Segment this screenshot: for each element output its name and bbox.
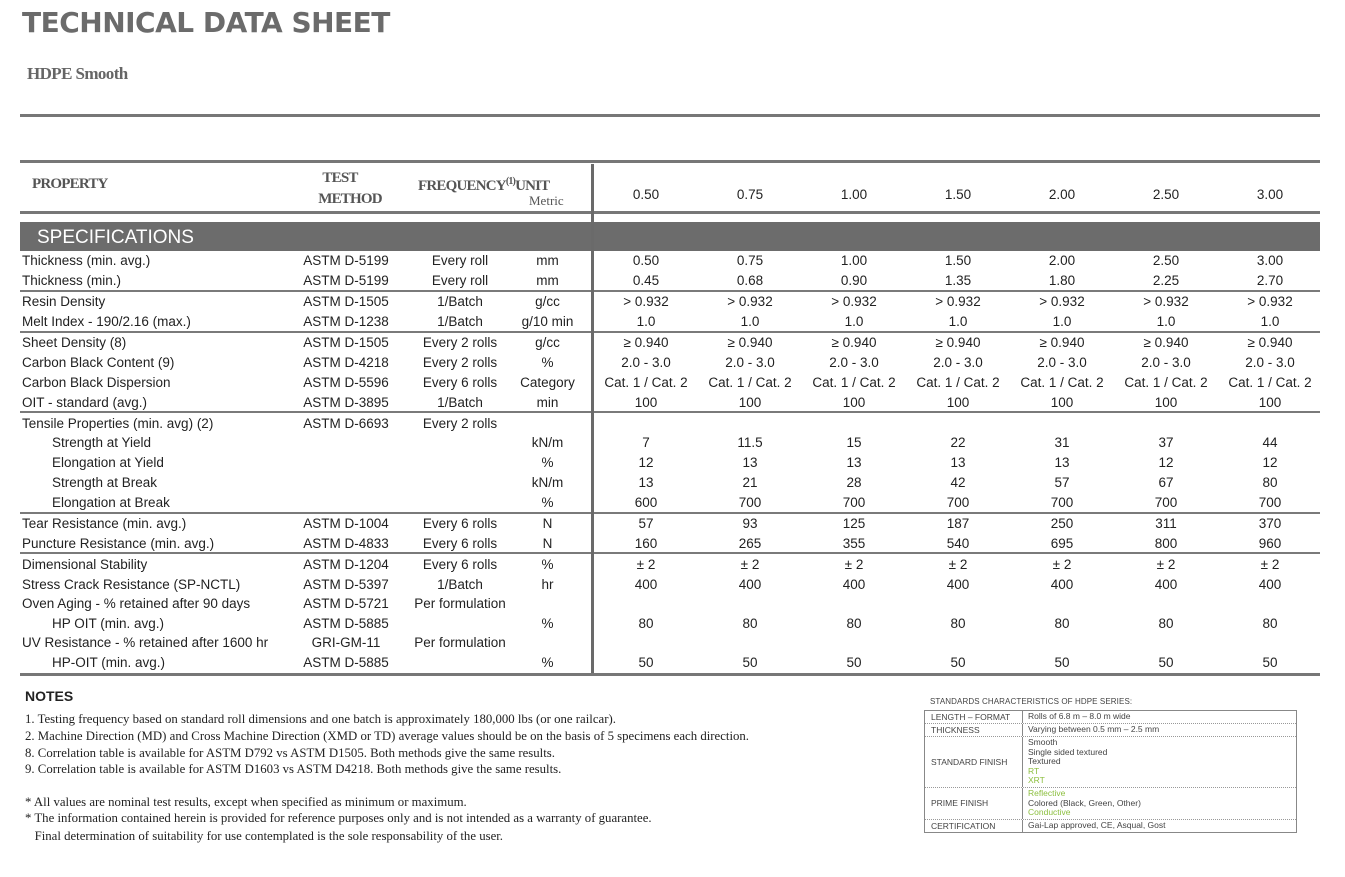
frequency: 1/Batch: [437, 314, 483, 329]
value-cell: 3.00: [1256, 253, 1284, 268]
test-method: ASTM D-3895: [303, 395, 389, 410]
product-subtitle: HDPE Smooth: [27, 64, 128, 83]
table-row: [20, 493, 1320, 513]
value-cell: 250: [1050, 516, 1074, 531]
row-group-divider: [20, 512, 1320, 514]
standards-line: Rolls of 6.8 m – 8.0 m wide: [1028, 711, 1131, 721]
frequency: Every 6 rolls: [422, 516, 498, 531]
value-cell: 2.0 - 3.0: [1141, 355, 1191, 370]
standards-row: [925, 819, 1296, 832]
value-cell: 400: [738, 577, 762, 592]
value-cell: > 0.932: [727, 294, 773, 309]
header-size: 0.50: [632, 187, 660, 202]
value-cell: 700: [1050, 495, 1074, 510]
frequency: Every 2 rolls: [422, 416, 498, 431]
standards-key: PRIME FINISH: [925, 788, 1023, 819]
value-cell: 80: [950, 616, 966, 631]
value-cell: 400: [842, 577, 866, 592]
table-row: [20, 575, 1320, 595]
value-cell: 80: [846, 616, 862, 631]
value-cell: 400: [1154, 577, 1178, 592]
value-cell: 37: [1158, 435, 1174, 450]
value-cell: 1.0: [1052, 314, 1072, 329]
value-cell: 187: [946, 516, 970, 531]
title-divider: [20, 114, 1320, 117]
footnote-item: Final determination of suitability for use contemplated is the sole responsability of the user.: [25, 829, 504, 843]
standards-row: [925, 723, 1296, 736]
table-row: [20, 614, 1320, 634]
value-cell: Cat. 1 / Cat. 2: [1124, 375, 1208, 390]
value-cell: 1.0: [740, 314, 760, 329]
value-cell: Cat. 1 / Cat. 2: [1020, 375, 1104, 390]
table-row: [20, 333, 1320, 353]
row-group-divider: [20, 290, 1320, 292]
table-row: [20, 453, 1320, 473]
column-divider: [591, 164, 594, 675]
test-method: ASTM D-5596: [303, 375, 389, 390]
table-row: [20, 633, 1320, 653]
value-cell: ≥ 0.940: [1143, 335, 1189, 350]
note-item: 1. Testing frequency based on standard roll dimensions and one batch is approximately 180,000 lbs (or one railcar).: [25, 712, 616, 726]
value-cell: 12: [1158, 455, 1174, 470]
value-cell: 93: [742, 516, 758, 531]
unit: g/10 min: [521, 314, 574, 329]
value-cell: 80: [638, 616, 654, 631]
value-cell: 700: [1258, 495, 1282, 510]
frequency: 1/Batch: [437, 294, 483, 309]
value-cell: 2.00: [1048, 253, 1076, 268]
header-property: PROPERTY: [32, 176, 108, 192]
header-unit-metric: Metric: [529, 193, 564, 208]
unit: N: [542, 536, 553, 551]
value-cell: 50: [1262, 655, 1278, 670]
test-method: ASTM D-1238: [303, 314, 389, 329]
value-cell: 311: [1155, 516, 1177, 531]
standards-value: [1023, 724, 1296, 736]
value-cell: 1.0: [844, 314, 864, 329]
value-cell: 2.0 - 3.0: [725, 355, 775, 370]
standards-line: Smooth: [1028, 737, 1058, 747]
value-cell: 100: [634, 395, 658, 410]
standards-line: RT: [1028, 765, 1040, 776]
value-cell: ± 2: [740, 557, 760, 572]
property-name: Resin Density: [22, 294, 106, 309]
footnote-item: * All values are nominal test results, except when specified as minimum or maximum.: [25, 795, 467, 809]
value-cell: 1.0: [1260, 314, 1280, 329]
standards-line: Varying between 0.5 mm – 2.5 mm: [1028, 724, 1160, 734]
property-name: Thickness (min. avg.): [22, 253, 151, 268]
test-method: ASTM D-6693: [303, 416, 389, 431]
table-row: [20, 414, 1320, 434]
value-cell: > 0.932: [623, 294, 669, 309]
value-cell: 67: [1158, 475, 1174, 490]
value-cell: ≥ 0.940: [935, 335, 981, 350]
value-cell: 2.0 - 3.0: [829, 355, 879, 370]
header-frequency-label: FREQUENCY: [418, 178, 506, 194]
test-method: ASTM D-1004: [303, 516, 389, 531]
value-cell: 50: [950, 655, 966, 670]
value-cell: 80: [742, 616, 758, 631]
value-cell: 700: [842, 495, 866, 510]
unit: %: [541, 495, 554, 510]
header-unit: UNIT: [515, 178, 550, 194]
frequency: Per formulation: [414, 596, 506, 611]
standards-line: Reflective: [1028, 787, 1066, 798]
value-cell: 50: [1158, 655, 1174, 670]
value-cell: 400: [634, 577, 658, 592]
unit: mm: [536, 253, 559, 268]
property-name: HP-OIT (min. avg.): [52, 655, 166, 670]
header-size: 2.00: [1048, 187, 1076, 202]
unit: %: [541, 655, 554, 670]
value-cell: 100: [738, 395, 762, 410]
unit: Category: [520, 375, 575, 390]
test-method: ASTM D-5199: [303, 273, 389, 288]
header-size: 1.50: [944, 187, 972, 202]
frequency: Every 2 rolls: [422, 335, 498, 350]
unit: g/cc: [535, 294, 560, 309]
value-cell: 400: [946, 577, 970, 592]
table-row: [20, 353, 1320, 373]
value-cell: 700: [1154, 495, 1178, 510]
value-cell: 265: [738, 536, 762, 551]
value-cell: 0.90: [840, 273, 868, 288]
value-cell: Cat. 1 / Cat. 2: [708, 375, 792, 390]
value-cell: 13: [742, 455, 758, 470]
property-name: Puncture Resistance (min. avg.): [22, 536, 215, 551]
value-cell: 80: [1158, 616, 1174, 631]
property-name: Tear Resistance (min. avg.): [22, 516, 187, 531]
table-top-rule: [20, 160, 1320, 163]
property-name: Oven Aging - % retained after 90 days: [22, 596, 251, 611]
value-cell: 15: [846, 435, 862, 450]
value-cell: 13: [846, 455, 862, 470]
header-method: METHOD: [318, 191, 382, 207]
value-cell: 700: [946, 495, 970, 510]
unit: N: [542, 516, 553, 531]
table-row: [20, 473, 1320, 493]
value-cell: Cat. 1 / Cat. 2: [916, 375, 1000, 390]
standards-table: [924, 710, 1297, 833]
header-bottom-rule: [20, 211, 1320, 214]
unit: %: [541, 455, 554, 470]
standards-row: [925, 787, 1296, 819]
table-row: [20, 514, 1320, 534]
value-cell: 1.50: [944, 253, 972, 268]
test-method: ASTM D-1505: [303, 335, 389, 350]
table-row: [20, 433, 1320, 453]
value-cell: 11.5: [737, 435, 763, 450]
unit: g/cc: [535, 335, 560, 350]
value-cell: > 0.932: [1143, 294, 1189, 309]
value-cell: ± 2: [1156, 557, 1176, 572]
value-cell: 2.25: [1152, 273, 1180, 288]
header-size: 0.75: [736, 187, 764, 202]
table-row: [20, 292, 1320, 312]
unit: kN/m: [531, 475, 564, 490]
test-method: ASTM D-4833: [303, 536, 389, 551]
value-cell: 100: [1258, 395, 1282, 410]
standards-row: [925, 736, 1296, 787]
value-cell: 2.0 - 3.0: [621, 355, 671, 370]
frequency: 1/Batch: [437, 577, 483, 592]
standards-key: STANDARD FINISH: [925, 737, 1023, 787]
property-name: UV Resistance - % retained after 1600 hr: [22, 635, 269, 650]
value-cell: ≥ 0.940: [1039, 335, 1085, 350]
value-cell: ± 2: [1052, 557, 1072, 572]
value-cell: 800: [1154, 536, 1178, 551]
value-cell: > 0.932: [935, 294, 981, 309]
table-row: [20, 271, 1320, 291]
value-cell: 13: [950, 455, 966, 470]
property-name: Elongation at Yield: [52, 455, 164, 470]
table-row: [20, 594, 1320, 614]
frequency: Every roll: [431, 273, 489, 288]
value-cell: 13: [638, 475, 654, 490]
unit: mm: [536, 273, 559, 288]
header-frequency-sup: (1): [505, 176, 516, 187]
value-cell: 1.0: [948, 314, 968, 329]
frequency: Every 6 rolls: [422, 536, 498, 551]
value-cell: 0.75: [736, 253, 764, 268]
value-cell: 960: [1258, 536, 1282, 551]
test-method: ASTM D-1505: [303, 294, 389, 309]
value-cell: 400: [1258, 577, 1282, 592]
value-cell: ± 2: [948, 557, 968, 572]
value-cell: 125: [842, 516, 866, 531]
table-row: [20, 251, 1320, 271]
value-cell: > 0.932: [831, 294, 877, 309]
standards-value: [1023, 788, 1296, 819]
row-group-divider: [20, 411, 1320, 413]
standards-line: Gai-Lap approved, CE, Asqual, Gost: [1028, 819, 1166, 830]
row-group-divider: [20, 552, 1320, 554]
test-method: ASTM D-5885: [303, 616, 389, 631]
value-cell: 540: [946, 536, 970, 551]
value-cell: 1.35: [944, 273, 972, 288]
standards-line: Conductive: [1028, 807, 1071, 818]
table-bottom-rule: [20, 673, 1320, 676]
value-cell: 700: [738, 495, 762, 510]
property-name: HP OIT (min. avg.): [52, 616, 165, 631]
property-name: Stress Crack Resistance (SP-NCTL): [22, 577, 241, 592]
value-cell: 80: [1262, 616, 1278, 631]
value-cell: 100: [1050, 395, 1074, 410]
value-cell: ± 2: [1260, 557, 1280, 572]
value-cell: Cat. 1 / Cat. 2: [1228, 375, 1312, 390]
value-cell: ≥ 0.940: [831, 335, 877, 350]
value-cell: ± 2: [636, 557, 656, 572]
property-name: OIT - standard (avg.): [22, 395, 148, 410]
unit: min: [536, 395, 559, 410]
value-cell: 50: [742, 655, 758, 670]
header-test: TEST: [322, 170, 358, 186]
property-name: Thickness (min.): [22, 273, 122, 288]
value-cell: 2.0 - 3.0: [933, 355, 983, 370]
table-row: [20, 534, 1320, 554]
value-cell: > 0.932: [1039, 294, 1085, 309]
header-size: 3.00: [1256, 187, 1284, 202]
test-method: ASTM D-5885: [303, 655, 389, 670]
value-cell: 80: [1054, 616, 1070, 631]
value-cell: ± 2: [844, 557, 864, 572]
table-row: [20, 393, 1320, 413]
property-name: Dimensional Stability: [22, 557, 148, 572]
value-cell: 695: [1050, 536, 1074, 551]
value-cell: 42: [950, 475, 966, 490]
test-method: ASTM D-5397: [303, 577, 389, 592]
value-cell: > 0.932: [1247, 294, 1293, 309]
property-name: Carbon Black Content (9): [22, 355, 175, 370]
specifications-bar: [20, 222, 1320, 251]
value-cell: 160: [634, 536, 658, 551]
value-cell: 100: [842, 395, 866, 410]
frequency: Every roll: [431, 253, 489, 268]
value-cell: 2.50: [1152, 253, 1180, 268]
table-row: [20, 373, 1320, 393]
value-cell: 57: [638, 516, 654, 531]
unit: %: [541, 355, 554, 370]
frequency: Per formulation: [414, 635, 506, 650]
value-cell: 12: [1262, 455, 1278, 470]
unit: kN/m: [531, 435, 564, 450]
standards-caption: STANDARDS CHARACTERISTICS OF HDPE SERIES:: [930, 697, 1133, 706]
value-cell: 2.0 - 3.0: [1245, 355, 1295, 370]
value-cell: 0.68: [736, 273, 764, 288]
notes-heading: NOTES: [25, 688, 74, 704]
value-cell: 13: [1054, 455, 1070, 470]
standards-row: [925, 711, 1296, 723]
value-cell: 2.70: [1256, 273, 1284, 288]
note-item: 2. Machine Direction (MD) and Cross Machine Direction (XMD or TD) average values should be on the basis of 5 specimens each direction.: [25, 729, 750, 743]
value-cell: 7: [642, 435, 650, 450]
property-name: Elongation at Break: [52, 495, 170, 510]
value-cell: ≥ 0.940: [727, 335, 773, 350]
unit: %: [541, 557, 554, 572]
value-cell: 400: [1050, 577, 1074, 592]
page-title: TECHNICAL DATA SHEET: [22, 6, 390, 39]
value-cell: 12: [638, 455, 654, 470]
value-cell: 44: [1262, 435, 1278, 450]
standards-value: [1023, 711, 1296, 723]
specifications-label: SPECIFICATIONS: [37, 227, 194, 248]
value-cell: 50: [1054, 655, 1070, 670]
unit: hr: [541, 577, 554, 592]
test-method: ASTM D-4218: [303, 355, 389, 370]
value-cell: 600: [634, 495, 658, 510]
property-name: Strength at Yield: [52, 435, 152, 450]
standards-line: Textured: [1028, 756, 1061, 767]
standards-key: CERTIFICATION: [925, 820, 1023, 832]
value-cell: 21: [742, 475, 758, 490]
value-cell: 50: [846, 655, 862, 670]
value-cell: 1.00: [840, 253, 868, 268]
value-cell: 370: [1258, 516, 1282, 531]
table-row: [20, 653, 1320, 673]
test-method: ASTM D-5199: [303, 253, 389, 268]
value-cell: 355: [842, 536, 866, 551]
value-cell: 31: [1054, 435, 1070, 450]
frequency: Every 2 rolls: [422, 355, 498, 370]
property-name: Carbon Black Dispersion: [22, 375, 171, 390]
value-cell: 1.0: [636, 314, 656, 329]
value-cell: 57: [1054, 475, 1070, 490]
value-cell: 0.45: [632, 273, 660, 288]
value-cell: 100: [946, 395, 970, 410]
value-cell: 1.0: [1156, 314, 1176, 329]
value-cell: 28: [846, 475, 862, 490]
standards-value: [1023, 820, 1296, 832]
standards-line: Single sided textured: [1028, 746, 1108, 757]
standards-key: THICKNESS: [925, 724, 1023, 736]
standards-key: LENGTH – FORMAT: [925, 711, 1023, 723]
note-item: 8. Correlation table is available for ASTM D792 vs ASTM D1505. Both methods give the same results.: [25, 746, 555, 760]
frequency: 1/Batch: [437, 395, 483, 410]
unit: %: [541, 616, 554, 631]
standards-line: Colored (Black, Green, Other): [1028, 797, 1141, 808]
frequency: Every 6 rolls: [422, 557, 498, 572]
test-method: ASTM D-5721: [303, 596, 389, 611]
standards-line: XRT: [1028, 775, 1045, 786]
value-cell: 2.0 - 3.0: [1037, 355, 1087, 370]
standards-value: [1023, 737, 1296, 787]
frequency: Every 6 rolls: [422, 375, 498, 390]
footnote-item: * The information contained herein is provided for reference purposes only and is not intended as a warranty of guarantee.: [25, 811, 652, 825]
table-row: [20, 555, 1320, 575]
note-item: 9. Correlation table is available for ASTM D1603 vs ASTM D4218. Both methods give the same results.: [25, 762, 562, 776]
value-cell: 50: [638, 655, 654, 670]
value-cell: 100: [1154, 395, 1178, 410]
value-cell: 22: [950, 435, 966, 450]
value-cell: 80: [1262, 475, 1278, 490]
table-row: [20, 312, 1320, 332]
property-name: Tensile Properties (min. avg) (2): [22, 416, 214, 431]
test-method: GRI-GM-11: [311, 635, 381, 650]
value-cell: ≥ 0.940: [1247, 335, 1293, 350]
header-size: 1.00: [840, 187, 868, 202]
header-size: 2.50: [1152, 187, 1180, 202]
property-name: Strength at Break: [52, 475, 158, 490]
value-cell: 0.50: [632, 253, 660, 268]
property-name: Sheet Density (8): [22, 335, 127, 350]
value-cell: Cat. 1 / Cat. 2: [604, 375, 688, 390]
value-cell: 1.80: [1048, 273, 1076, 288]
test-method: ASTM D-1204: [303, 557, 389, 572]
value-cell: Cat. 1 / Cat. 2: [812, 375, 896, 390]
property-name: Melt Index - 190/2.16 (max.): [22, 314, 191, 329]
value-cell: ≥ 0.940: [623, 335, 669, 350]
row-group-divider: [20, 331, 1320, 333]
